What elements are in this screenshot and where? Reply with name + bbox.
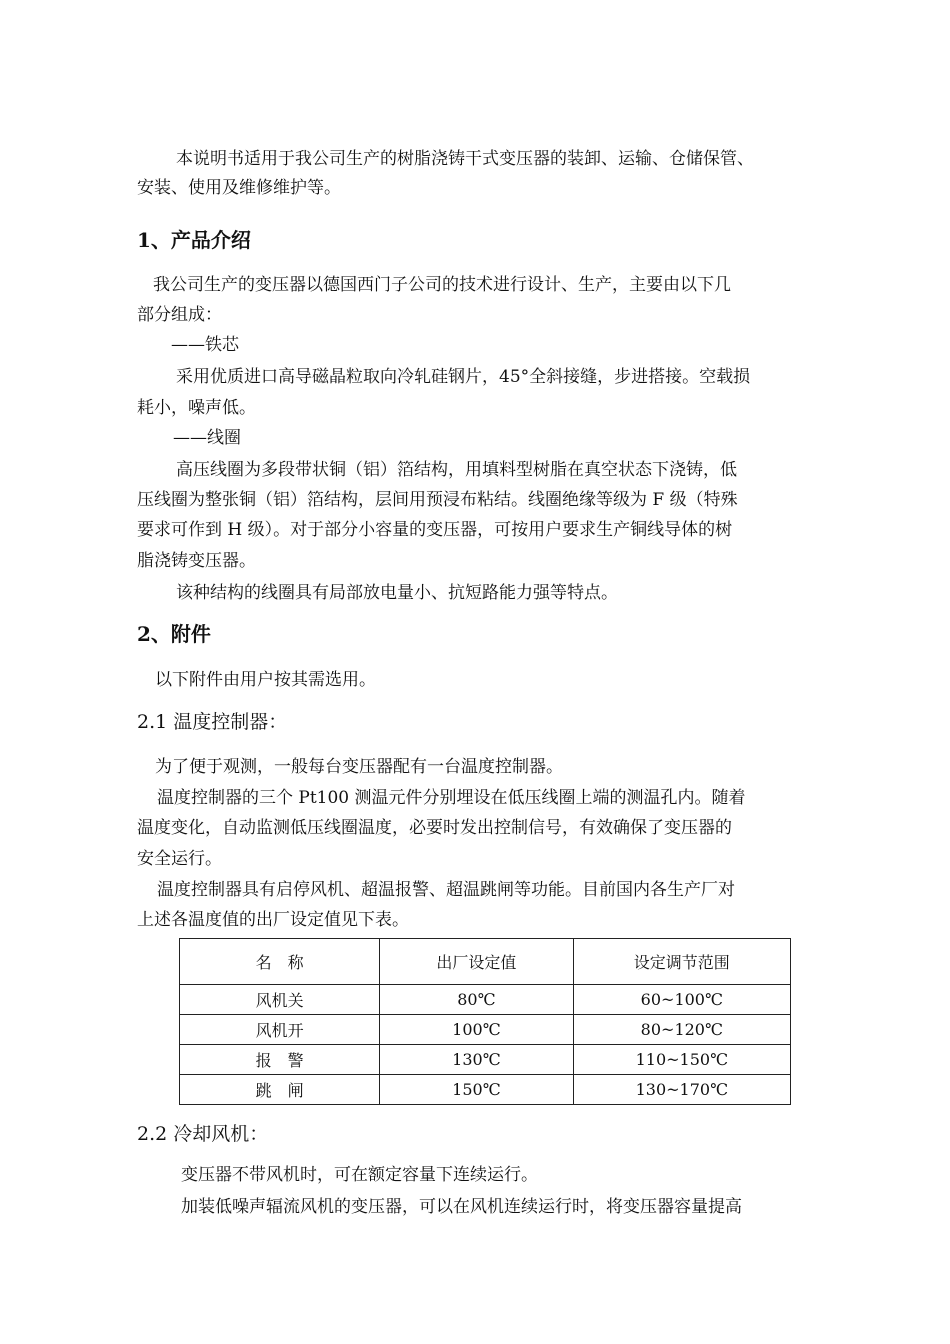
coil-line-2: 压线圈为整张铜（铝）箔结构，层间用预浸布粘结。线圈绝缘等级为 F 级（特殊 (137, 490, 738, 510)
section-2-intro: 以下附件由用户按其需选用。 (155, 670, 376, 690)
table-header-default: 出厂设定值 (380, 939, 573, 985)
intro-line-1: 本说明书适用于我公司生产的树脂浇铸干式变压器的装卸、运输、仓储保管、 (176, 149, 754, 169)
temp-controller-line-6: 上述各温度值的出厂设定值见下表。 (137, 910, 409, 930)
temp-controller-line-3: 温度变化，自动监测低压线圈温度，必要时发出控制信号，有效确保了变压器的 (137, 818, 732, 838)
table-cell: 130℃ (380, 1045, 573, 1075)
table-cell: 100℃ (380, 1015, 573, 1045)
temp-controller-line-2: 温度控制器的三个 Pt100 测温元件分别埋设在低压线圈上端的测温孔内。随着 (157, 788, 746, 808)
table-cell: 跳 闸 (180, 1075, 380, 1105)
table-cell: 60~100℃ (573, 985, 790, 1015)
coil-line-3: 要求可作到 H 级）。对于部分小容量的变压器，可按用户要求生产铜线导体的树 (137, 520, 733, 540)
temp-controller-line-1: 为了便于观测，一般每台变压器配有一台温度控制器。 (155, 757, 563, 777)
coil-line-1: 高压线圈为多段带状铜（铝）箔结构，用填料型树脂在真空状态下浇铸，低 (176, 460, 737, 480)
coil-line-5: 该种结构的线圈具有局部放电量小、抗短路能力强等特点。 (176, 583, 618, 603)
table-cell: 风机开 (180, 1015, 380, 1045)
table-row (180, 1015, 791, 1045)
cooling-fan-line-2: 加装低噪声辐流风机的变压器，可以在风机连续运行时，将变压器容量提高 (181, 1197, 742, 1217)
section-1-paragraph-line-1: 我公司生产的变压器以德国西门子公司的技术进行设计、生产，主要由以下几 (153, 275, 731, 295)
temp-controller-line-5: 温度控制器具有启停风机、超温报警、超温跳闸等功能。目前国内各生产厂对 (157, 880, 735, 900)
coil-subheading: ——线圈 (173, 428, 241, 448)
temp-controller-line-4: 安全运行。 (137, 849, 222, 869)
section-2-heading: 2、附件 (137, 622, 211, 646)
core-subheading: ——铁芯 (171, 335, 239, 355)
intro-line-2: 安装、使用及维修维护等。 (137, 178, 341, 198)
core-line-1: 采用优质进口高导磁晶粒取向冷轧硅钢片，45°全斜接缝，步进搭接。空载损 (176, 367, 751, 387)
table-header-row (180, 939, 791, 985)
cooling-fan-line-1: 变压器不带风机时，可在额定容量下连续运行。 (181, 1165, 538, 1185)
subsection-2-1-heading: 2.1 温度控制器： (137, 711, 288, 733)
table-cell: 80℃ (380, 985, 573, 1015)
table-row (180, 1045, 791, 1075)
table-header-range: 设定调节范围 (573, 939, 790, 985)
section-1-heading: 1、产品介绍 (137, 228, 251, 252)
table-cell: 130~170℃ (573, 1075, 790, 1105)
table-row (180, 1075, 791, 1105)
temperature-settings-table (179, 938, 791, 1105)
section-1-paragraph-line-2: 部分组成： (137, 305, 222, 325)
table-cell: 报 警 (180, 1045, 380, 1075)
table-row (180, 985, 791, 1015)
coil-line-4: 脂浇铸变压器。 (137, 551, 256, 571)
core-line-2: 耗小，噪声低。 (137, 398, 256, 418)
subsection-2-2-heading: 2.2 冷却风机： (137, 1123, 269, 1145)
table-cell: 风机关 (180, 985, 380, 1015)
table-header-name: 名 称 (180, 939, 380, 985)
table-cell: 110~150℃ (573, 1045, 790, 1075)
table-cell: 80~120℃ (573, 1015, 790, 1045)
table-cell: 150℃ (380, 1075, 573, 1105)
